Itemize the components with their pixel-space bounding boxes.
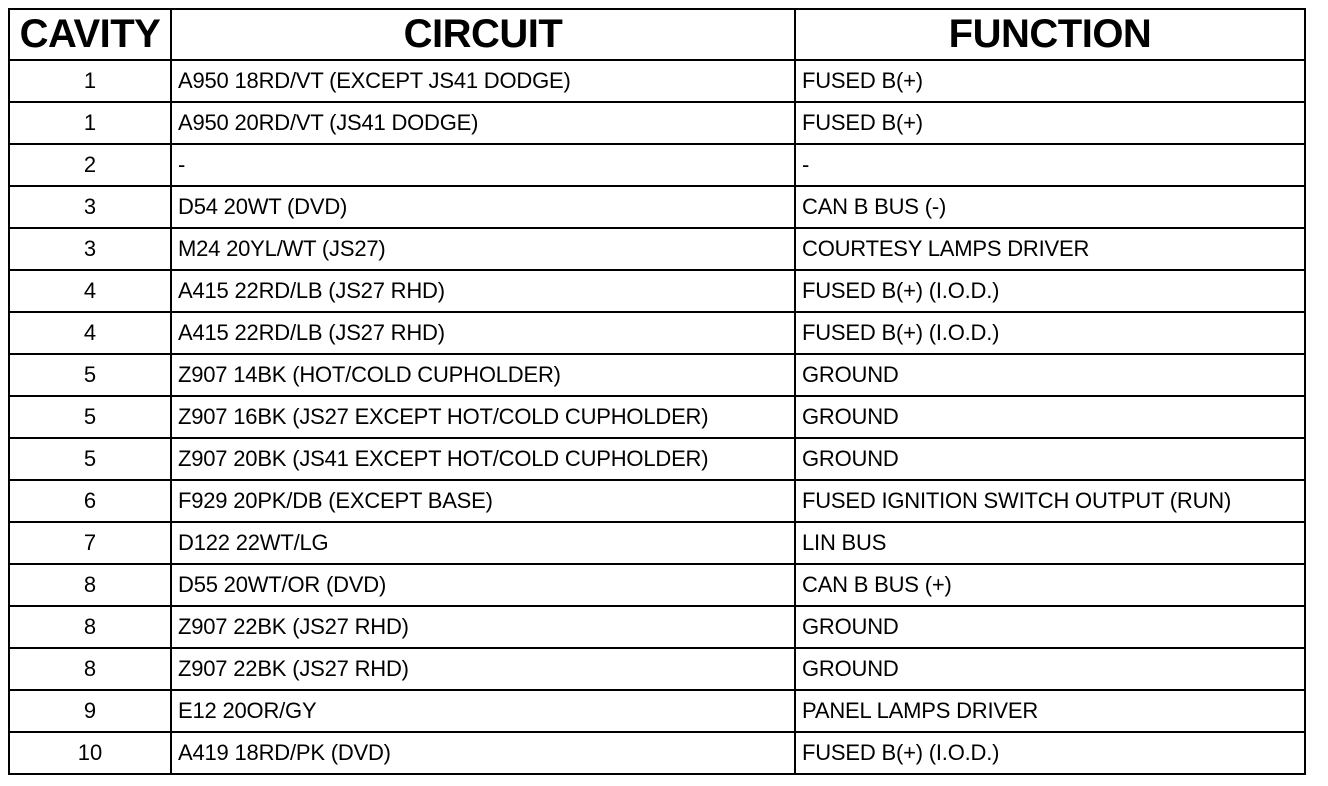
cavity-cell: 8 bbox=[9, 564, 171, 606]
circuit-cell: - bbox=[171, 144, 795, 186]
function-cell: FUSED B(+) bbox=[795, 102, 1305, 144]
circuit-cell: Z907 22BK (JS27 RHD) bbox=[171, 606, 795, 648]
function-cell: GROUND bbox=[795, 354, 1305, 396]
circuit-cell: Z907 22BK (JS27 RHD) bbox=[171, 648, 795, 690]
function-cell: FUSED IGNITION SWITCH OUTPUT (RUN) bbox=[795, 480, 1305, 522]
cavity-cell: 3 bbox=[9, 186, 171, 228]
table-row bbox=[9, 186, 1305, 228]
circuit-cell: A419 18RD/PK (DVD) bbox=[171, 732, 795, 774]
header-cavity: CAVITY bbox=[9, 9, 171, 60]
cavity-cell: 1 bbox=[9, 60, 171, 102]
table-row bbox=[9, 270, 1305, 312]
function-cell: CAN B BUS (-) bbox=[795, 186, 1305, 228]
function-cell: FUSED B(+) (I.O.D.) bbox=[795, 732, 1305, 774]
table-row bbox=[9, 438, 1305, 480]
cavity-cell: 10 bbox=[9, 732, 171, 774]
connector-pinout-table bbox=[8, 8, 1306, 775]
cavity-cell: 4 bbox=[9, 270, 171, 312]
cavity-cell: 5 bbox=[9, 396, 171, 438]
header-circuit: CIRCUIT bbox=[171, 9, 795, 60]
function-cell: GROUND bbox=[795, 606, 1305, 648]
function-cell: FUSED B(+) (I.O.D.) bbox=[795, 312, 1305, 354]
function-cell: COURTESY LAMPS DRIVER bbox=[795, 228, 1305, 270]
table-row bbox=[9, 648, 1305, 690]
table-row bbox=[9, 396, 1305, 438]
circuit-cell: A415 22RD/LB (JS27 RHD) bbox=[171, 270, 795, 312]
cavity-cell: 8 bbox=[9, 648, 171, 690]
circuit-cell: E12 20OR/GY bbox=[171, 690, 795, 732]
table-row bbox=[9, 312, 1305, 354]
circuit-cell: F929 20PK/DB (EXCEPT BASE) bbox=[171, 480, 795, 522]
circuit-cell: M24 20YL/WT (JS27) bbox=[171, 228, 795, 270]
circuit-cell: A950 20RD/VT (JS41 DODGE) bbox=[171, 102, 795, 144]
cavity-cell: 7 bbox=[9, 522, 171, 564]
circuit-cell: Z907 20BK (JS41 EXCEPT HOT/COLD CUPHOLDER) bbox=[171, 438, 795, 480]
cavity-cell: 5 bbox=[9, 354, 171, 396]
cavity-cell: 5 bbox=[9, 438, 171, 480]
table-row bbox=[9, 690, 1305, 732]
table-row bbox=[9, 354, 1305, 396]
circuit-cell: D55 20WT/OR (DVD) bbox=[171, 564, 795, 606]
cavity-cell: 1 bbox=[9, 102, 171, 144]
cavity-cell: 9 bbox=[9, 690, 171, 732]
circuit-cell: D54 20WT (DVD) bbox=[171, 186, 795, 228]
function-cell: PANEL LAMPS DRIVER bbox=[795, 690, 1305, 732]
table-row bbox=[9, 564, 1305, 606]
table-row bbox=[9, 102, 1305, 144]
function-cell: FUSED B(+) bbox=[795, 60, 1305, 102]
circuit-cell: D122 22WT/LG bbox=[171, 522, 795, 564]
header-row bbox=[9, 9, 1305, 60]
cavity-cell: 4 bbox=[9, 312, 171, 354]
header-function: FUNCTION bbox=[795, 9, 1305, 60]
circuit-cell: Z907 14BK (HOT/COLD CUPHOLDER) bbox=[171, 354, 795, 396]
function-cell: GROUND bbox=[795, 396, 1305, 438]
connector-pinout-table-container bbox=[8, 8, 1304, 775]
table-row bbox=[9, 144, 1305, 186]
circuit-cell: A415 22RD/LB (JS27 RHD) bbox=[171, 312, 795, 354]
cavity-cell: 3 bbox=[9, 228, 171, 270]
table-row bbox=[9, 228, 1305, 270]
cavity-cell: 8 bbox=[9, 606, 171, 648]
function-cell: LIN BUS bbox=[795, 522, 1305, 564]
function-cell: FUSED B(+) (I.O.D.) bbox=[795, 270, 1305, 312]
cavity-cell: 6 bbox=[9, 480, 171, 522]
circuit-cell: Z907 16BK (JS27 EXCEPT HOT/COLD CUPHOLDER) bbox=[171, 396, 795, 438]
function-cell: - bbox=[795, 144, 1305, 186]
function-cell: GROUND bbox=[795, 648, 1305, 690]
function-cell: CAN B BUS (+) bbox=[795, 564, 1305, 606]
table-row bbox=[9, 606, 1305, 648]
table-row bbox=[9, 522, 1305, 564]
table-row bbox=[9, 480, 1305, 522]
function-cell: GROUND bbox=[795, 438, 1305, 480]
circuit-cell: A950 18RD/VT (EXCEPT JS41 DODGE) bbox=[171, 60, 795, 102]
table-row bbox=[9, 60, 1305, 102]
table-row bbox=[9, 732, 1305, 774]
cavity-cell: 2 bbox=[9, 144, 171, 186]
